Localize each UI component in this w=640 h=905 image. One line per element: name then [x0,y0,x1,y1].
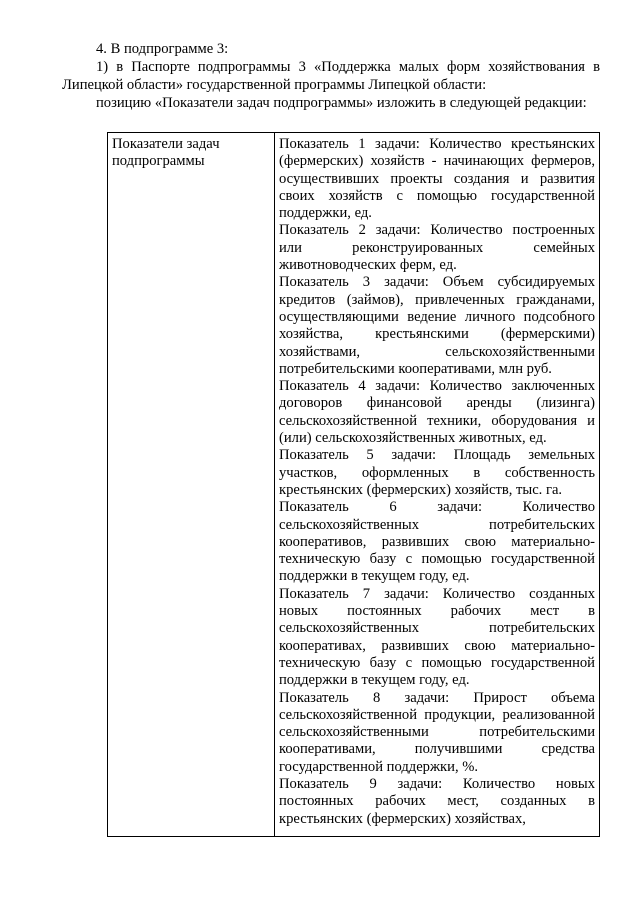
indicator-item: Показатель 2 задачи: Количество построенных или реконструированных семейных животноводческих ферм, ед. [279,222,595,274]
indicators-table [107,132,600,837]
table-row [108,133,600,837]
intro-position-clause: позицию «Показатели задач подпрограммы» изложить в следующей редакции: [96,95,587,111]
indicator-item: Показатель 3 задачи: Объем субсидируемых кредитов (займов), привлеченных гражданами, осуществляющими ведение личного подсобного хозяйства, крестьянскими (фермерскими) хозяйствами, сельскохозяйственными потребительскими кооперативами, млн руб. [279,274,595,377]
indicator-item: Показатель 5 задачи: Площадь земельных участков, оформленных в собственность крестьянских (фермерских) хозяйств, тыс. га. [279,447,595,498]
indicator-item: Показатель 6 задачи: Количество сельскохозяйственных потребительских кооперативов, развивших свою материально-техническую базу с помощью государственной поддержки в текущем году, ед. [279,499,595,585]
indicator-item: Показатель 1 задачи: Количество крестьянских (фермерских) хозяйств - начинающих фермеров, осуществивших проекты создания и развития своих хозяйств с помощью государственной поддержки, ед. [279,136,595,222]
indicators-label: Показатели задач подпрограммы [112,136,220,170]
indicator-item: Показатель 7 задачи: Количество созданных новых постоянных рабочих мест в сельскохозяйственных потребительских кооперативах, развивших свою материально-техническую базу с помощью государственной поддержки в текущем году, ед. [279,585,595,689]
indicators-cell [275,133,600,837]
indicator-item: Показатель 8 задачи: Прирост объема сельскохозяйственной продукции, реализованной сельскохозяйственными потребительскими кооперативами, получившими средства государственной поддержки, %. [279,689,595,775]
label-cell [108,133,275,837]
intro-heading: 4. В подпрограмме 3: [96,41,229,57]
indicator-item: Показатель 9 задачи: Количество новых постоянных рабочих мест, созданных в крестьянских (фермерских) хозяйствах, [279,775,595,827]
indicator-item: Показатель 4 задачи: Количество заключенных договоров финансовой аренды (лизинга) сельскохозяйственной техники, оборудования и (или) сельскохозяйственных животных, ед. [279,378,595,447]
intro-passport-clause: 1) в Паспорте подпрограммы 3 «Поддержка малых форм хозяйствования в Липецкой области» государственной программы Липецкой области: [62,59,600,93]
amendment-intro [62,40,600,112]
